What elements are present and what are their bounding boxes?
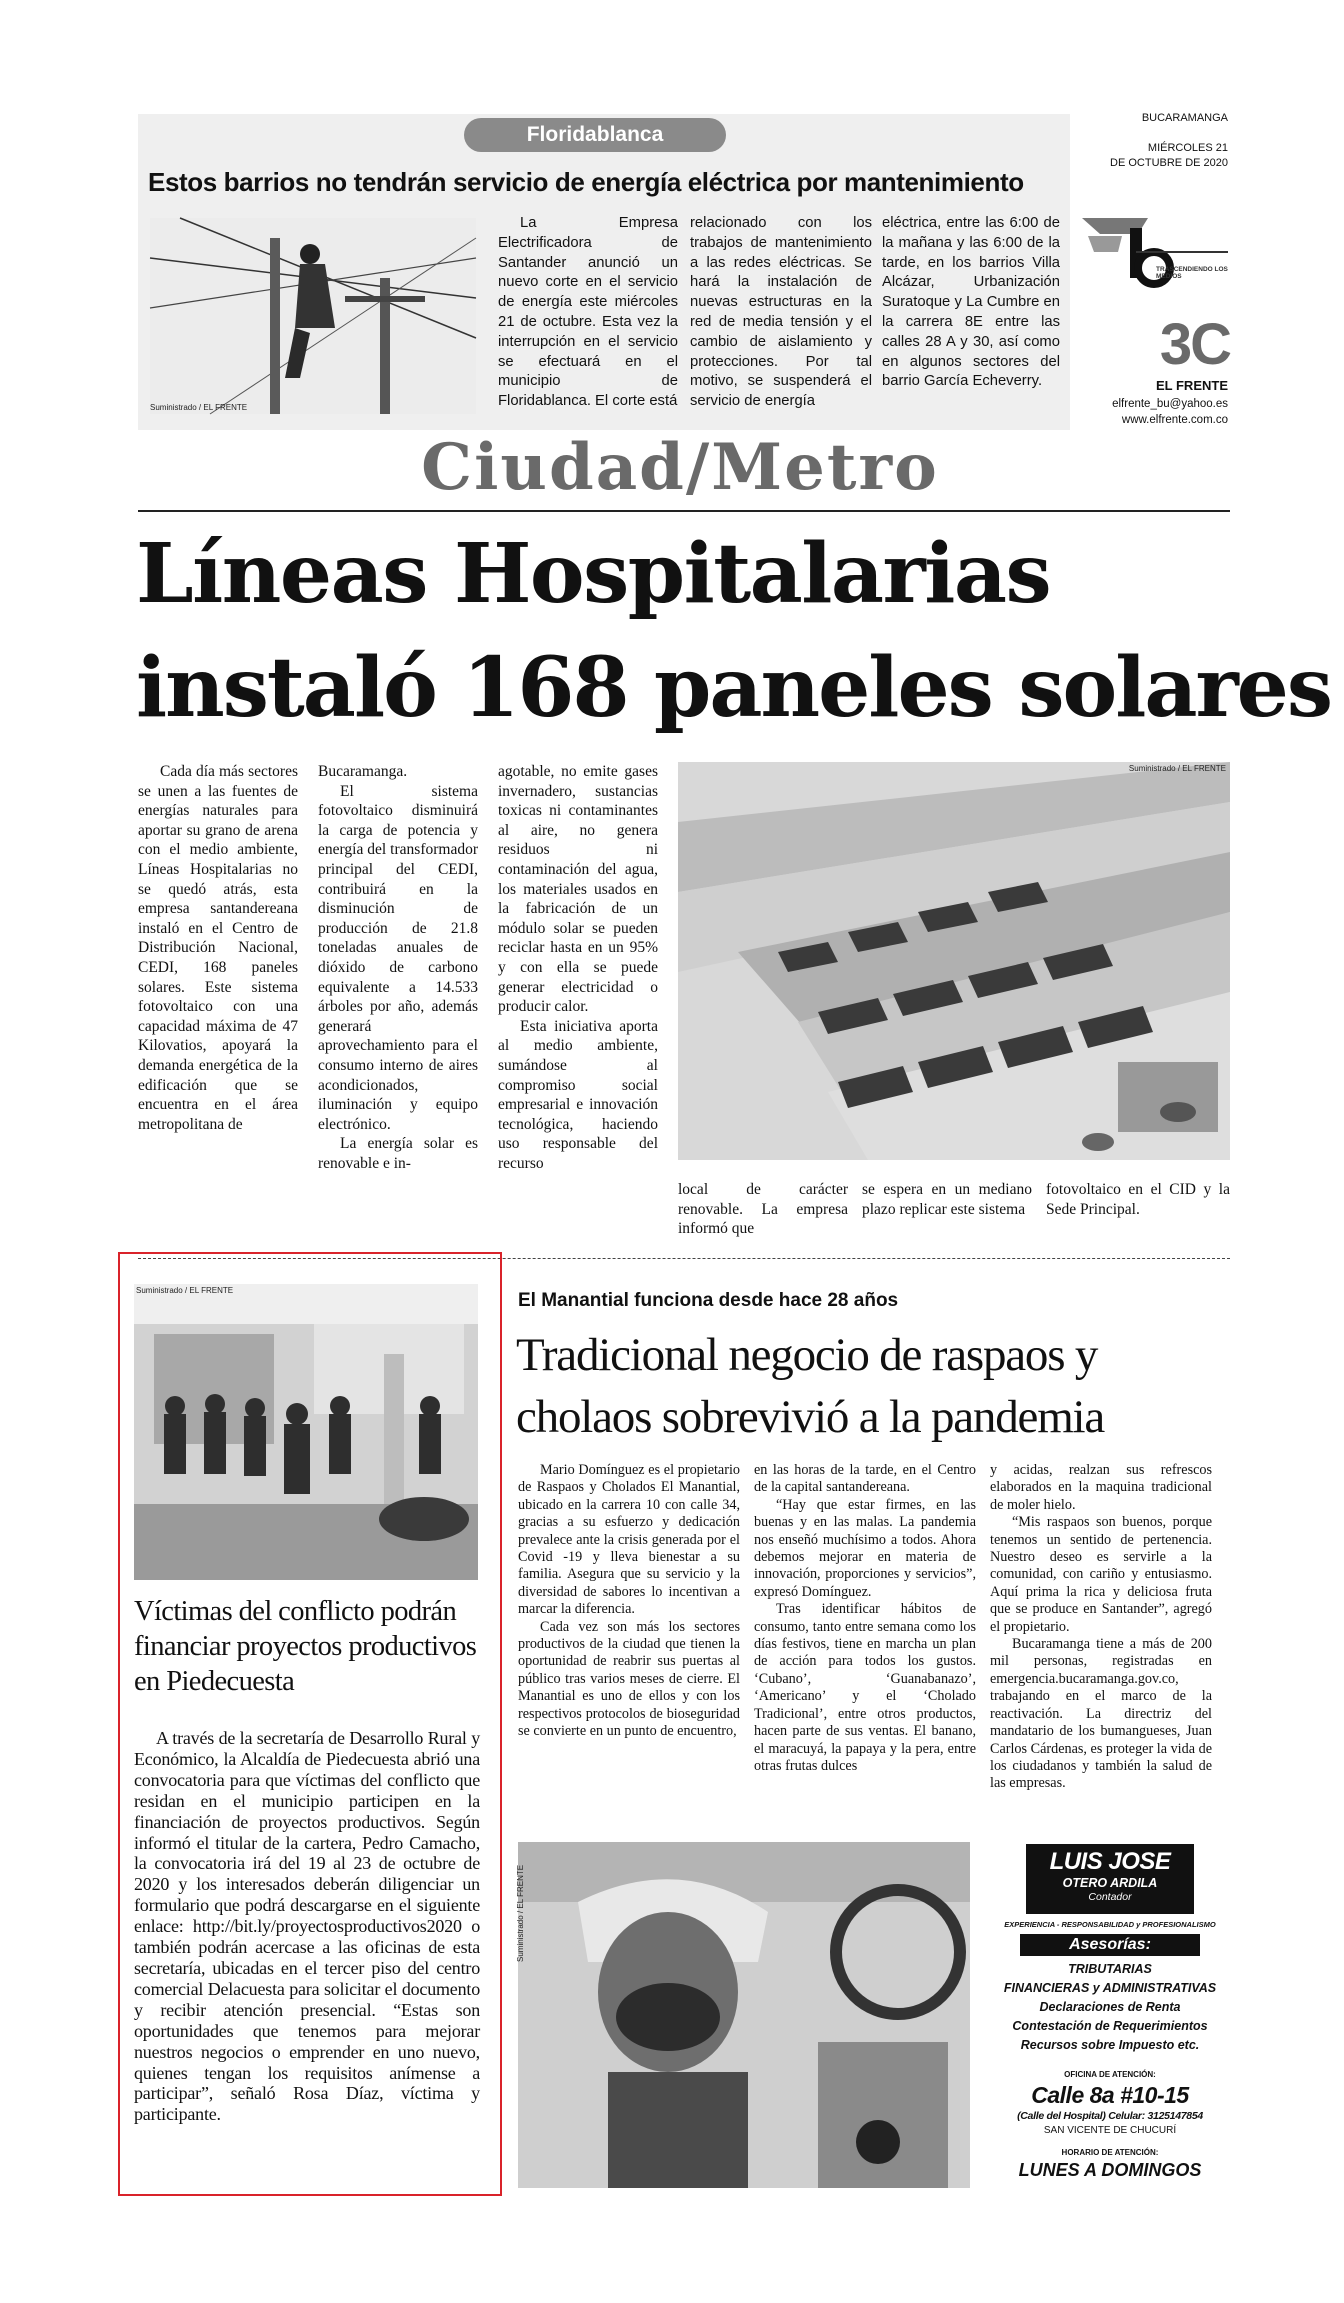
paper-name: EL FRENTE [1156, 378, 1228, 393]
ad-tagline: EXPERIENCIA - RESPONSABILIDAD y PROFESIONALISMO [1004, 1920, 1216, 1929]
top-col-text: eléctrica, entre las 6:00 de la mañana y las 6:00 de la tarde, en los barrios Villa Alcázar, Urbanización Suratoque y La Cumbre en la carrera 8E entre las calles 28 A y 30, así como en algunos sectores del barrio García Echeverry. [882, 215, 1060, 390]
logo-tagline: TRASCENDIENDO LOS MEDIOS [1156, 266, 1228, 280]
top-photo-credit: Suministrado / EL FRENTE [150, 403, 248, 412]
raspaos-photo-credit: Suministrado / EL FRENTE [516, 1864, 525, 1962]
paragraph: “Hay que estar firmes, en las buenas y en las malas. La pandemia nos enseñó muchísimo a todos. Ahora debemos mejorar en materia de innovación, proporciones y servicios”, expresó Domínguez. [754, 1496, 976, 1600]
paragraph: Cada vez son más los sectores productivos de la ciudad que tienen la oportunidad de reabrir sus puertas al público tras varios meses de cierre. El Manantial es uno de ellos y con los respectivos protocolos de bioseguridad se convierte en un punto de encuentro, [518, 1618, 740, 1740]
page-number: 3C [1159, 312, 1230, 377]
solar-panels-rooftop-image [678, 762, 1230, 1160]
electric-worker-image [150, 218, 476, 414]
ad-surname: OTERO ARDILA [1062, 1876, 1158, 1890]
ad-service-item: Recursos sobre Impuesto etc. [1020, 2038, 1200, 2052]
section-rule [138, 510, 1230, 512]
paragraph: y acidas, realzan sus refrescos elaborados en la maquina tradicional de moler hielo. [990, 1462, 1212, 1513]
ad-title: Contador [1088, 1891, 1132, 1903]
ad-hours: LUNES A DOMINGOS [1018, 2160, 1202, 2180]
section-title: Ciudad/Metro [421, 430, 939, 505]
victims-photo-credit: Suministrado / EL FRENTE [136, 1286, 234, 1295]
top-story-col-1 [498, 214, 678, 412]
main-headline-line-2: instaló 168 paneles solares [136, 640, 1332, 736]
kicker-text: Floridablanca [526, 123, 664, 146]
paragraph: Bucaramanga. [318, 763, 408, 780]
victims-body [134, 1728, 480, 2125]
top-col-text: La Empresa Electrificadora de Santander anunció un nuevo corte en el servicio de energía este miércoles 21 de octubre. Esta vez la interrupción en el servicio se efectuará en el municipio de Floridablanca. El corte está [498, 215, 678, 410]
victims-body-text: A través de la secretaría de Desarrollo Rural y Económico, la Alcaldía de Piedecuesta abrió una convocatoria para que víctimas del conflicto que residan en el municipio participen en la financiación de proyectos productivos. Según informó el titular de la cartera, Pedro Camacho, la convocatoria irá del 19 al 23 de octubre de 2020 y los interesados deberán diligenciar un formulario que podrá descargarse en el siguiente enlace: http://bit.ly/proyectosproductivos2020 o también podrán acercase a las oficinas de esta secretaría, ubicadas en el tercer piso del centro comercial Delacuesta para solicitar el documento y recibir atención presencial. “Estas son oportunidades que tenemos para mejorar nuestros negocios o emprender en uno nuevo, quienes tengan los requisitos anímense a participar”, señaló Rosa Díaz, víctima y participante. [134, 1728, 480, 2125]
ad-service-item: FINANCIERAS y ADMINISTRATIVAS [1003, 1981, 1217, 1995]
ad-address: Calle 8a #10-15 [1031, 2082, 1189, 2108]
main-headline-line-1: Líneas Hospitalarias [136, 526, 1051, 622]
main-col-6 [1046, 1180, 1230, 1219]
raspao-vendor-image [518, 1842, 970, 2188]
meeting-room-image [134, 1284, 478, 1580]
paragraph: “Mis raspaos son buenos, porque tenemos un sentido de pertenencia. Nuestro deseo es servirle a la comunidad, con cariño y entusiasmo. Aquí prima la rica y deliciosa fruta que se produce en Santander”, agregó el propietario. [990, 1514, 1212, 1635]
top-story-col-2 [690, 214, 872, 412]
ad-advisory-label: Asesorías: [1020, 1934, 1200, 1956]
ad-office-label: OFICINA DE ATENCIÓN: [1064, 2070, 1156, 2079]
paragraph: La energía solar es renovable e in- [318, 1135, 478, 1172]
main-col-text: local de carácter renovable. La empresa informó que [678, 1181, 848, 1238]
top-col-text: relacionado con los trabajos de mantenimiento a las redes eléctricas. Se hará la instalación de nuevas estructuras en la red de media tensión y el cambio de aislamiento y protecciones. Por tal motivo, se suspenderá el servicio de energía [690, 215, 872, 410]
main-photo-credit: Suministrado / EL FRENTE [1128, 764, 1226, 773]
paragraph: Esta iniciativa aporta al medio ambiente, sumándose al compromiso social empresarial e innovación tecnológica, haciendo uso responsable del recurso [498, 1017, 658, 1172]
main-col-text: Cada día más sectores se unen a las fuentes de energías naturales para aportar su grano de arena con el medio ambiente, Líneas Hospitalarias no se quedó atrás, esta empresa santandereana instaló en el Centro de Distribución Nacional, CEDI, 168 paneles solares. Este sistema fotovoltaico con una capacidad máxima de 47 Kilovatios, apoyará la demanda energética de la edificación que se encuentra en el área metropolitana de [138, 763, 298, 1133]
main-col-text: fotovoltaico en el CID y la Sede Principal. [1046, 1181, 1230, 1218]
contact-website: www.elfrente.com.co [1121, 414, 1228, 426]
raspaos-headline-line-2: cholaos sobrevivió a la pandemia [516, 1391, 1105, 1443]
ad-service-item: Contestación de Requerimientos [1012, 2019, 1208, 2033]
header-date-2: DE OCTUBRE DE 2020 [1110, 157, 1228, 169]
main-col-4 [678, 1180, 848, 1239]
header-city: BUCARAMANGA [1141, 112, 1228, 124]
raspaos-headline-line-1: Tradicional negocio de raspaos y [516, 1329, 1098, 1381]
paragraph: El sistema fotovoltaico disminuirá la carga de potencia y energía del transformador principal del CEDI, contribuirá en la disminución de producción de 21.8 toneladas anuales de dióxido de carbono equivalente a 14.533 árboles por año, además generará aprovechamiento para el consumo interno de aires acondicionados, iluminación y equipo electrónico. [318, 782, 478, 1133]
victims-photo [134, 1284, 478, 1580]
top-story-headline: Estos barrios no tendrán servicio de energía eléctrica por mantenimiento [148, 167, 1024, 197]
victims-headline: Víctimas del conflicto podrán financiar proyectos productivos en Piedecuesta [134, 1596, 477, 1697]
main-col-1 [138, 762, 298, 1222]
contact-email: elfrente_bu@yahoo.es [1112, 398, 1228, 410]
top-story-col-3 [882, 214, 1060, 392]
ad-name: LUIS JOSE [1049, 1848, 1171, 1875]
raspaos-col-2 [754, 1462, 976, 1832]
ad-city: SAN VICENTE DE CHUCURÍ [1043, 2125, 1177, 2136]
raspaos-kicker: El Manantial funciona desde hace 28 años [518, 1290, 899, 1311]
accountant-ad [990, 1842, 1230, 2188]
main-col-3 [498, 762, 658, 1242]
raspaos-col-1 [518, 1462, 740, 1832]
main-col-5 [862, 1180, 1032, 1219]
ad-services [990, 1960, 1230, 2055]
paragraph: Mario Domínguez es el propietario de Raspaos y Cholados El Manantial, ubicado en la carrera 10 con calle 34, gracias a su esfuerzo y dedicación prevalece ante la crisis generada por el Covid -19 y lleva bienestar a su familia. Asegura que su servicio y la diversidad de sabores lo incentivan a marcar la diferencia. [518, 1462, 740, 1618]
raspaos-col-3 [990, 1462, 1212, 1832]
main-col-text: se espera en un mediano plazo replicar este sistema [862, 1181, 1032, 1218]
raspaos-photo [518, 1842, 970, 2188]
main-story-photo [678, 762, 1230, 1160]
main-col-2 [318, 762, 478, 1242]
paragraph: Bucaramanga tiene a más de 200 mil personas, registradas en emergencia.bucaramanga.gov.co, trabajando en el marco de la reactivación. La directriz del mandatario de los bumangueses, Juan Carlos Cárdenas, es proteger la vida de los ciudadanos y también la salud de las empresas. [990, 1636, 1212, 1792]
top-story-kicker [464, 118, 726, 152]
top-story-photo [150, 218, 476, 414]
ad-service-item: Declaraciones de Renta [1039, 2000, 1181, 2014]
paragraph: agotable, no emite gases invernadero, sustancias toxicas ni contaminantes al aire, no genera residuos ni contaminación del agua, los materiales usados en la fabricación de un módulo solar se pueden reciclar hasta en un 95% y con ella se puede generar electricidad o producir calor. [498, 763, 658, 1016]
header-date-1: MIÉRCOLES 21 [1147, 142, 1228, 154]
paragraph: Tras identificar hábitos de consumo, tanto entre semana como los días festivos, tiene en marcha un plan de acción para todos los gustos. ‘Cubano’, ‘Guanabanazo’, ‘Americano’ y el ‘Cholado Tradicional’, entre otros productos, hacen parte de sus ventas. El banano, el maracuyá, la papaya y la pera, entre otras frutas dulces [754, 1601, 976, 1774]
paragraph: en las horas de la tarde, en el Centro de la capital santandereana. [754, 1462, 976, 1496]
ad-service-item: TRIBUTARIAS [1068, 1962, 1152, 1976]
ad-hours-label: HORARIO DE ATENCIÓN: [1061, 2148, 1159, 2157]
ad-name-banner [1026, 1844, 1194, 1914]
ad-phone: (Calle del Hospital) Celular: 3125147854 [1017, 2110, 1203, 2122]
el-frente-logo [1078, 212, 1228, 286]
